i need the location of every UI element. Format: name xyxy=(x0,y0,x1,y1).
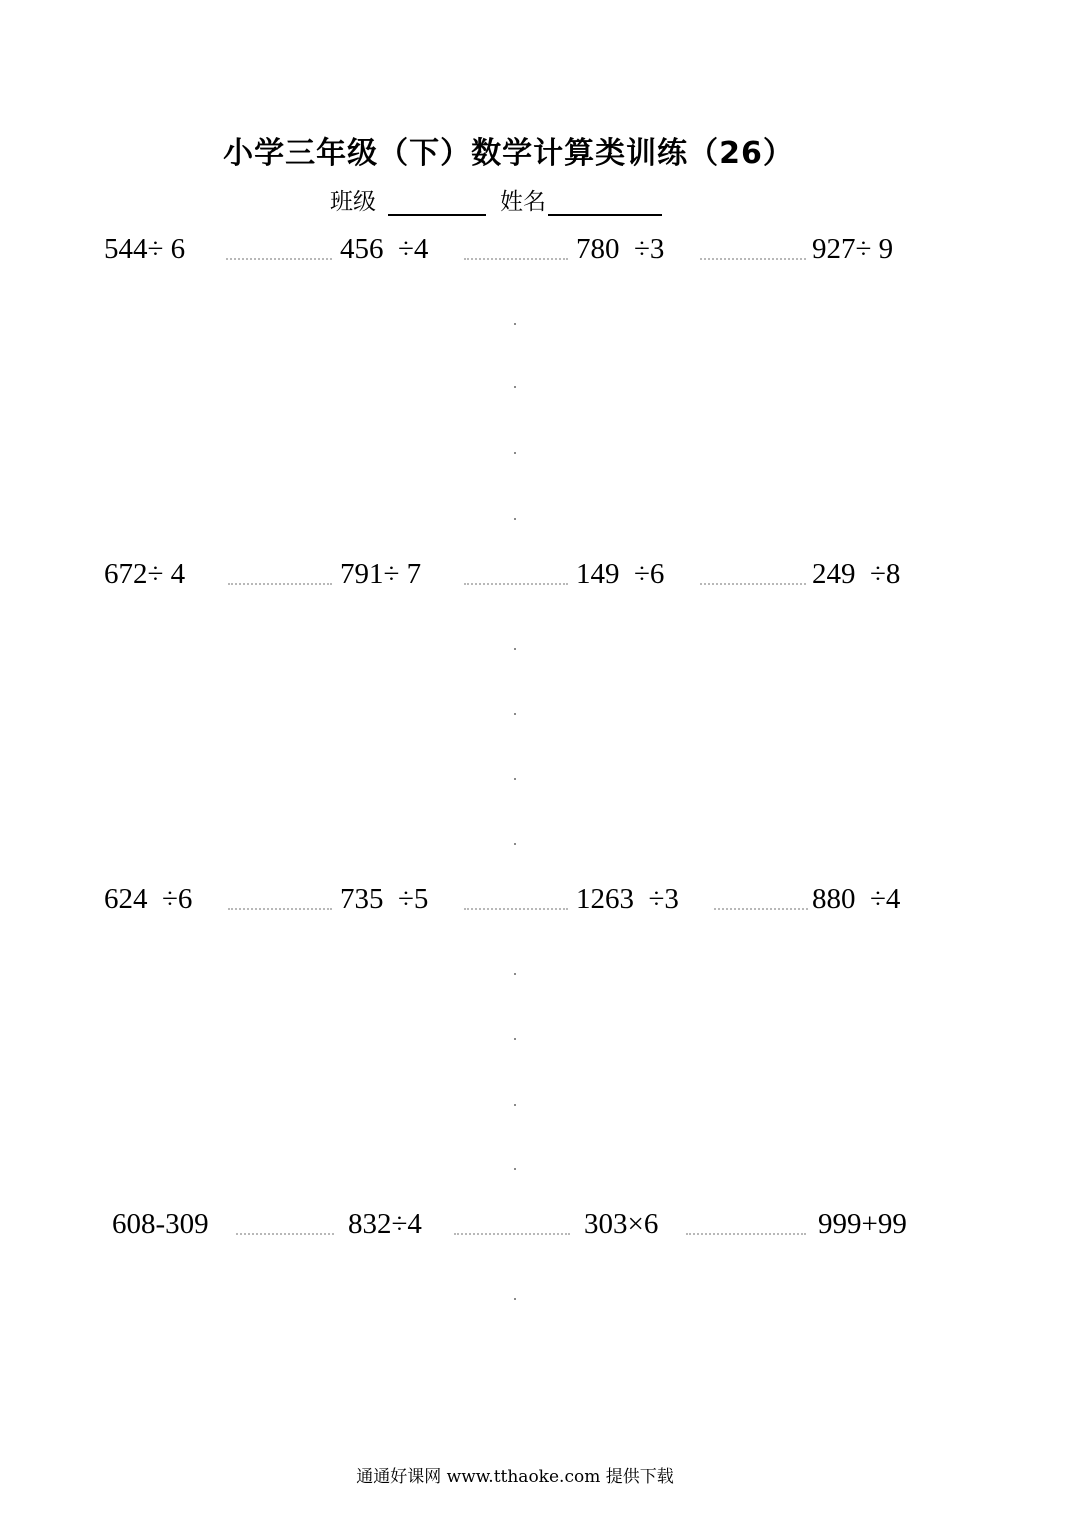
dotted-separator xyxy=(228,581,332,585)
problem-1-1: 544÷ 6 xyxy=(104,233,186,265)
page-title: 小学三年级（下）数学计算类训练（26） xyxy=(223,136,794,171)
center-dot xyxy=(514,713,516,715)
class-label: 班级 xyxy=(330,189,376,215)
dotted-separator xyxy=(686,1231,806,1235)
problem-4-4: 999+99 xyxy=(818,1208,907,1240)
center-dot xyxy=(514,1298,516,1300)
problem-row-4 xyxy=(104,1207,934,1241)
dotted-separator xyxy=(236,1231,334,1235)
problem-2-2: 791÷ 7 xyxy=(340,558,422,590)
problem-1-2: 456 ÷4 xyxy=(340,233,429,265)
problem-row-3 xyxy=(104,882,934,916)
center-dot xyxy=(514,778,516,780)
center-dot xyxy=(514,452,516,454)
student-info xyxy=(330,183,662,216)
center-dot xyxy=(514,518,516,520)
center-dot xyxy=(514,386,516,388)
problem-4-1: 608-309 xyxy=(112,1208,209,1240)
footer-text: 通通好课网 www.tthaoke.com 提供下载 xyxy=(356,1467,674,1487)
dotted-separator xyxy=(700,581,806,585)
dotted-separator xyxy=(454,1231,570,1235)
problem-row-2 xyxy=(104,557,934,591)
name-label: 姓名 xyxy=(500,189,546,215)
dotted-separator xyxy=(464,581,568,585)
problem-4-3: 303×6 xyxy=(584,1208,659,1240)
center-dot xyxy=(514,1038,516,1040)
problem-2-3: 149 ÷6 xyxy=(576,558,665,590)
class-blank xyxy=(388,192,486,216)
problem-3-3: 1263 ÷3 xyxy=(576,883,679,915)
dotted-separator xyxy=(226,256,332,260)
problem-3-4: 880 ÷4 xyxy=(812,883,901,915)
problem-3-2: 735 ÷5 xyxy=(340,883,429,915)
problem-row-1 xyxy=(104,232,934,266)
center-dot xyxy=(514,843,516,845)
dotted-separator xyxy=(464,256,568,260)
dotted-separator xyxy=(700,256,806,260)
center-dot xyxy=(514,1168,516,1170)
problem-4-2: 832÷4 xyxy=(348,1208,422,1240)
name-blank xyxy=(548,192,662,216)
problem-1-3: 780 ÷3 xyxy=(576,233,665,265)
problem-1-4: 927÷ 9 xyxy=(812,233,894,265)
problem-2-1: 672÷ 4 xyxy=(104,558,186,590)
dotted-separator xyxy=(228,906,332,910)
center-dot xyxy=(514,973,516,975)
problem-3-1: 624 ÷6 xyxy=(104,883,193,915)
center-dot xyxy=(514,1104,516,1106)
dotted-separator xyxy=(464,906,568,910)
problem-2-4: 249 ÷8 xyxy=(812,558,901,590)
dotted-separator xyxy=(714,906,808,910)
center-dot xyxy=(514,323,516,325)
center-dot xyxy=(514,648,516,650)
